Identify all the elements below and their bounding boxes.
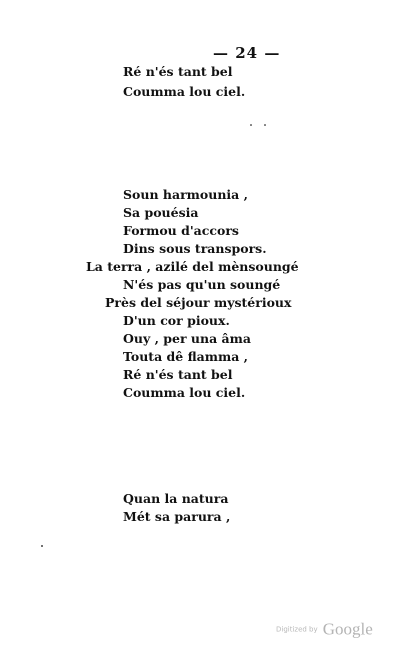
verse-line: Quan la natura: [123, 491, 229, 506]
verse-line: Formou d'accors: [123, 223, 239, 238]
verse-line: Ré n'és tant bel: [123, 367, 233, 382]
page-number: — 24 —: [213, 44, 281, 62]
verse-line: Touta dê flamma ,: [123, 349, 249, 364]
paper-speck: [41, 545, 43, 547]
verse-line: Coumma lou ciel.: [123, 84, 246, 99]
verse-line: Mét sa parura ,: [123, 509, 231, 524]
paper-speck: [250, 124, 252, 126]
paper-speck: [264, 124, 266, 126]
verse-line: Coumma lou ciel.: [123, 385, 246, 400]
verse-line: Près del séjour mystérioux: [105, 295, 292, 310]
verse-line: Soun harmounia ,: [123, 187, 248, 202]
verse-line: Dins sous transpors.: [123, 241, 267, 256]
verse-line: Ré n'és tant bel: [123, 64, 233, 79]
watermark-prefix: Digitized by: [276, 625, 318, 634]
verse-line: D'un cor pioux.: [123, 313, 230, 328]
verse-line: Ouy , per una âma: [123, 331, 251, 346]
verse-line: Sa pouésia: [123, 205, 199, 220]
verse-line: La terra , azilé del mènsoungé: [86, 259, 299, 274]
digitized-watermark: [276, 619, 373, 640]
watermark-logo: Google: [322, 619, 373, 639]
verse-line: N'és pas qu'un soungé: [123, 277, 281, 292]
